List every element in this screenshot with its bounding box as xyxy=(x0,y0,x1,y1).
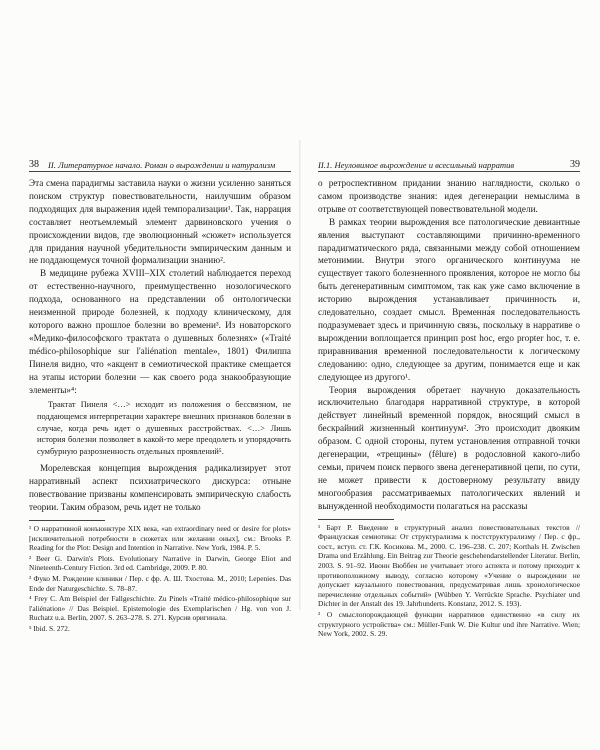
left-paragraph-1: Эта смена парадигмы заставила науки о жизни усиленно заняться поиском структур повествовательности, наилучшим образом подходящих для выражения идей темпорализации¹. Так, наррация составляет неотъемлемый элемент дарвиновского учения о происхождении видов, где эволюционный «сюжет» используется для придания научной убедительности эмпирическим данным и не поддающемуся точной формализации знанию². xyxy=(29,178,291,266)
footnote: ¹ О нарративной конъюнктуре XIX века, «an extraordinary need or desire for plots» [исключительной потребности в сюжетах или желании оных], см.: Brooks P. Reading for the Plot: Design and Intention in Narrative. New York, 1984. P. 5. xyxy=(29,524,291,553)
left-paragraph-2: В медицине рубежа XVIII–XIX столетий наблюдается переход от естественно-научного, преимущественно нозологического подхода, основанного на представлении об онтологически неизменной природе болезней, к подходу клиническому, для которого важно прошлое болезни во времени³. Из новаторского «Медико-философского трактата о душевных болезнях» («Traité médico-philosophique sur l'aliénation mentale», 1801) Филиппа Пинеля видно, что «акцент в семиотической практике смещается на этапы истории болезни — как своего рода знакообразующие элементы»⁴: xyxy=(29,268,291,395)
right-paragraph-1: о ретроспективном придании знанию наглядности, сколько о самом производстве знания: идея дегенерации немыслима в отрыве от соответствующей повествовательной модели. xyxy=(318,178,580,214)
book-spine xyxy=(299,140,301,610)
right-page xyxy=(318,160,580,639)
left-running-head: II. Литературное начало. Роман о вырождении и натурализм xyxy=(48,160,276,170)
footnote: ² О смыслопорождающей функции нарративов единственно «в силу их структурного устройства» см.: Müller-Funk W. Die Kultur und ihre Narrative. Wien; New York, 2002. S. 29. xyxy=(318,609,580,639)
right-footnotes xyxy=(318,519,580,639)
footnote: ² Beer G. Darwin's Plots. Evolutionary Narrative in Darwin, George Eliot and Nineteenth-Century Fiction. 3rd ed. Cambridge, 2009. P. 80. xyxy=(29,553,291,573)
left-footnotes xyxy=(29,520,291,634)
right-page-number: 39 xyxy=(570,159,580,170)
footnote: ⁴ Frey C. Am Beispiel der Fallgeschichte. Zu Pinels «Traité médico-philosophique sur l'aliénation» // Das Beispiel. Epistemologie des Exemplarischen / Hg. von von J. Ruchatz u.a. Berlin, 2007. S. 263–278. S. 271. Курсив оригинала. xyxy=(29,594,291,623)
right-running-head: II.1. Неуловимое вырождение и всесильный нарратив xyxy=(318,160,515,170)
footnote: ¹ Барт Р. Введение в структурный анализ повествовательных текстов // Французская семиотика: От структурализма к постструктурализму / Пер. с фр., сост., вступ. ст. Г.К. Косикова. М., 2000. С. 196–238. С. 207; Korthals H. Zwischen Drama und Erzählung. Ein Beitrag zur Theorie geschehendarstellender Literatur. Berlin, 2003. S. 91–92. Ивонн Вюббен не учитывает этого аспекта и потому приходит к противоположному выводу, согласно которому «Учение о вырождении не допускает каузального повествования, предусматривая лишь хронологическое перечисление отдельных событий» (Wübben Y. Verrückte Sprache. Psychiater und Dichter in der Anstalt des 19. Jahrhunderts. Konstanz, 2012. S. 193). xyxy=(318,522,580,609)
right-page-header xyxy=(318,160,580,172)
left-page xyxy=(29,160,291,634)
footnote: ³ Фуко М. Рождение клиники / Пер. с фр. А. Ш. Тхостова. М., 2010; Lepenies. Das Ende der Naturgeschichte. S. 78–87. xyxy=(29,573,291,593)
footnote: ⁵ Ibid. S. 272. xyxy=(29,623,70,633)
right-paragraph-3: Теория вырождения обретает научную доказательность исключительно благодаря нарративной структуре, в которой действует линейный временной порядок, вносящий смысл в бескрайний жизненный континуум². Это происходит двояким образом. С одной стороны, путем установления отправной точки дегенерации, «трещины» (fêlure) в родословной какого-либо семьи, причем поиск первого звена дегенеративной цепи, по сути, не может привести к достоверному результату ввиду многообразия рассматриваемых патологических явлений и вынужденной необходимости полагаться на рассказы xyxy=(318,384,580,511)
left-page-number: 38 xyxy=(29,159,39,170)
left-paragraph-3: Морелевская концепция вырождения радикализирует этот нарративный аспект психиатрического дискурса: отныне повествование призваны компенсировать эмпирическую слабость теории. Таким образом, речь идет не только xyxy=(29,463,291,513)
left-page-header xyxy=(29,160,291,172)
right-paragraph-2: В рамках теории вырождения все патологические девиантные явления выступают составляющими причинно-временного парадигматического ряда, связанными между собой отношением метонимии. Внутри этого органического континуума не существует такого болезненного проявления, которое не могло бы быть дегенеративным симптомом, так как уже само включение в историю вырождения устанавливает причинность и, следовательно, создает смысл. Временна́я последовательность подразумевает здесь и причинную связь, поскольку в нарративе о вырождении воплощается принцип post hoc, ergo propter hoc, т. е. приравнивания временной последовательности к логическому следованию: одно, следующее за другим, понимается еще и как следующее из другого¹. xyxy=(318,216,580,382)
block-quote: Трактат Пинеля <…> исходит из положения о бессвязном, не поддающемся интерпретации характере внешних признаков болезни в случае, когда речь идет о душевных расстройствах. <…> Лишь история болезни позволяет в какой-то мере преодолеть и упорядочить сумбурную разрозненность отдельных проявлений⁵. xyxy=(37,400,291,456)
